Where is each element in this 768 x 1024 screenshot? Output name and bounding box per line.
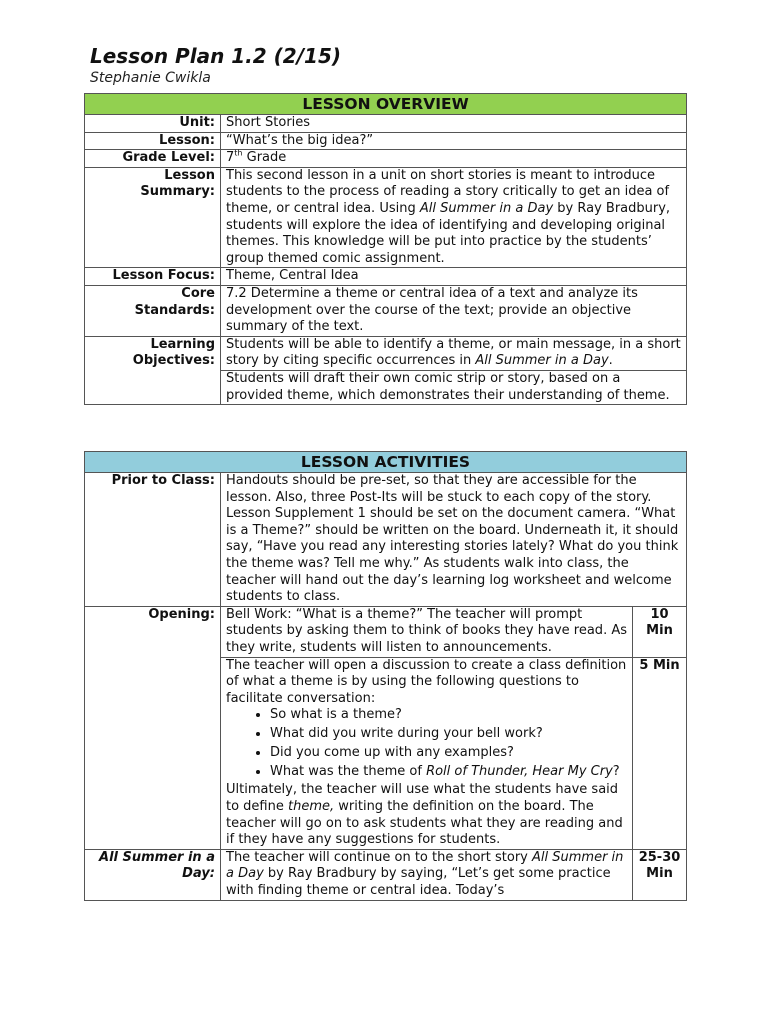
core-standards-value: 7.2 Determine a theme or central idea of a text and analyze its development over the course of the text; provide an objective summary of the text. [221,285,687,336]
bell-work-time: 10 Min [633,606,687,657]
list-item: • Did you come up with any examples? [270,745,627,762]
learning-objectives-label: Learning Objectives: [85,336,221,404]
document-author: Stephanie Cwikla [90,70,211,86]
lesson-focus-label: Lesson Focus: [85,268,221,286]
grade-level-value: 7th Grade [221,150,687,168]
table-row [85,606,687,657]
prior-to-class-label: Prior to Class: [85,473,221,607]
list-item: • What did you write during your bell work? [270,726,627,743]
table-row [85,150,687,168]
all-summer-time: 25-30 Min [633,849,687,900]
prior-to-class-text: Handouts should be pre-set, so that they are accessible for the lesson. Also, three Post-Its will be stuck to each copy of the story. Lesson Supplement 1 should be set on the document camera. “What is a Theme?” should be written on the board. Underneath it, it should say, “Have you read any interesting stories lately? What do you think the theme was? Tell me why.” As students walk into class, the teacher will hand out the day’s learning log worksheet and welcome students to class. [221,473,687,607]
objective-2: Students will draft their own comic strip or story, based on a provided theme, which demonstrates their understanding of theme. [221,370,687,404]
discussion-time: 5 Min [633,657,687,849]
objective-1: Students will be able to identify a theme, or main message, in a short story by citing specific occurrences in All Summer in a Day. [221,336,687,370]
table-row [85,285,687,336]
lesson-activities-table [84,451,687,901]
unit-label: Unit: [85,115,221,133]
list-item: • What was the theme of Roll of Thunder, Hear My Cry? [270,764,627,781]
table-row [85,268,687,286]
discussion-text: The teacher will open a discussion to create a class definition of what a theme is by using the following questions to facilitate conversation: • So what is a theme? • What did you write during your bell work? • Did you come up with any examples? • What was the theme of Roll of Thunder, Hear My Cry? Ultimately, the teacher will use what the students have said to define theme, writing the definition on the board. The teacher will go on to ask students what they are reading and if they have any suggestions for students. [221,657,633,849]
lesson-summary-value: This second lesson in a unit on short stories is meant to introduce students to the process of reading a story critically to get an idea of theme, or central idea. Using All Summer in a Day by Ray Bradbury, students will explore the idea of identifying and developing original themes. This knowledge will be put into practice by the students’ group themed comic assignment. [221,167,687,268]
list-item: • So what is a theme? [270,707,627,724]
all-summer-text: The teacher will continue on to the short story All Summer in a Day by Ray Bradbury by saying, “Let’s get some practice with finding theme or central idea. Today’s [221,849,633,900]
table-row [85,132,687,150]
lesson-summary-label: Lesson Summary: [85,167,221,268]
table-row [85,849,687,900]
table-row [85,473,687,607]
opening-label: Opening: [85,606,221,849]
lesson-value: “What’s the big idea?” [221,132,687,150]
grade-level-label: Grade Level: [85,150,221,168]
all-summer-label: All Summer in a Day: [85,849,221,900]
lesson-focus-value: Theme, Central Idea [221,268,687,286]
activities-header: LESSON ACTIVITIES [85,452,687,473]
unit-value: Short Stories [221,115,687,133]
document-title: Lesson Plan 1.2 (2/15) [90,44,341,68]
bell-work-text: Bell Work: “What is a theme?” The teacher will prompt students by asking them to think of books they have read. As they write, students will listen to announcements. [221,606,633,657]
table-row [85,115,687,133]
lesson-overview-table [84,93,687,405]
table-row [85,336,687,370]
lesson-label: Lesson: [85,132,221,150]
core-standards-label: Core Standards: [85,285,221,336]
table-row [85,167,687,268]
overview-header: LESSON OVERVIEW [85,94,687,115]
discussion-questions-list [226,707,627,780]
